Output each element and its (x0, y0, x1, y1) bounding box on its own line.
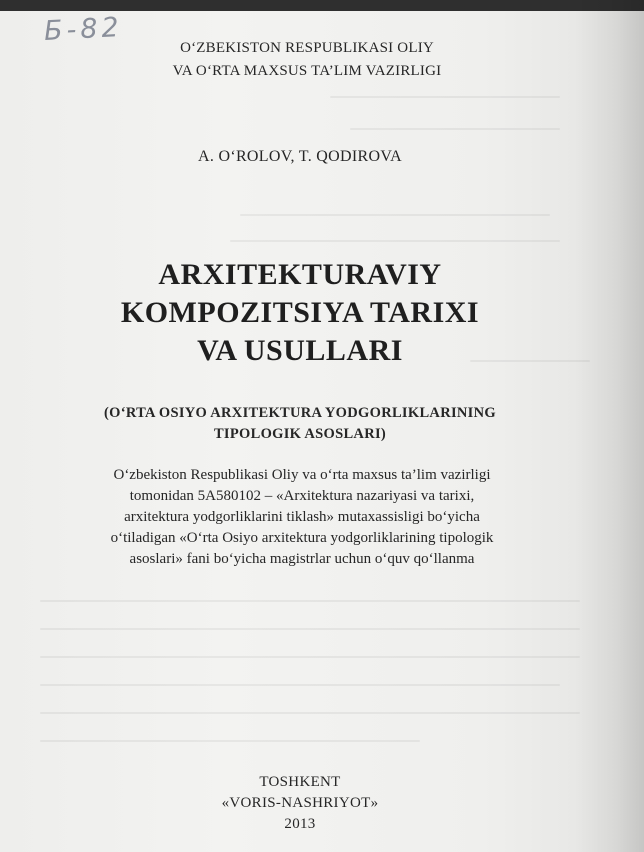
bleed-through-line (40, 656, 580, 658)
scan-top-edge (0, 0, 644, 11)
imprint-publisher: «VORIS-NASHRIYOT» (221, 795, 379, 811)
bleed-through-line (240, 214, 550, 216)
bleed-through-line (40, 600, 580, 602)
bleed-through-line (40, 712, 580, 714)
ministry-line-1: O‘ZBEKISTON RESPUBLIKASI OLIY (180, 40, 434, 56)
handwritten-code: Б-82 (43, 11, 124, 48)
imprint-city: TOSHKENT (259, 774, 341, 790)
description-line-2: tomonidan 5A580102 – «Arxitektura nazariyasi va tarixi, (129, 488, 475, 504)
bleed-through-line (230, 240, 560, 242)
description-line-1: O‘zbekiston Respublikasi Oliy va o‘rta maxsus ta’lim vazirligi (113, 467, 491, 483)
subtitle-line-1: (O‘RTA OSIYO ARXITEKTURA YODGORLIKLARINING (104, 405, 496, 421)
authors: A. O‘ROLOV, T. QODIROVA (198, 148, 402, 165)
description-line-5: asoslari» fani bo‘yicha magistrlar uchun o‘quv qo‘llanma (129, 551, 475, 567)
title-line-3: VA USULLARI (197, 334, 403, 367)
ministry-line-2: VA O‘RTA MAXSUS TA’LIM VAZIRLIGI (172, 63, 442, 79)
imprint-year: 2013 (284, 816, 316, 832)
bleed-through-line (40, 740, 420, 742)
bleed-through-line (40, 684, 560, 686)
title-line-1: ARXITEKTURAVIY (158, 258, 442, 291)
title-line-2: KOMPOZITSIYA TARIXI (120, 296, 480, 329)
bleed-through-line (350, 128, 560, 130)
description-line-4: o‘tiladigan «O‘rta Osiyo arxitektura yodgorliklarining tipologik (110, 530, 494, 546)
bleed-through-line (40, 628, 580, 630)
description-line-3: arxitektura yodgorliklarini tiklash» mutaxassisligi bo‘yicha (124, 509, 480, 525)
bleed-through-line (330, 96, 560, 98)
subtitle-line-2: TIPOLOGIK ASOSLARI) (213, 426, 387, 442)
